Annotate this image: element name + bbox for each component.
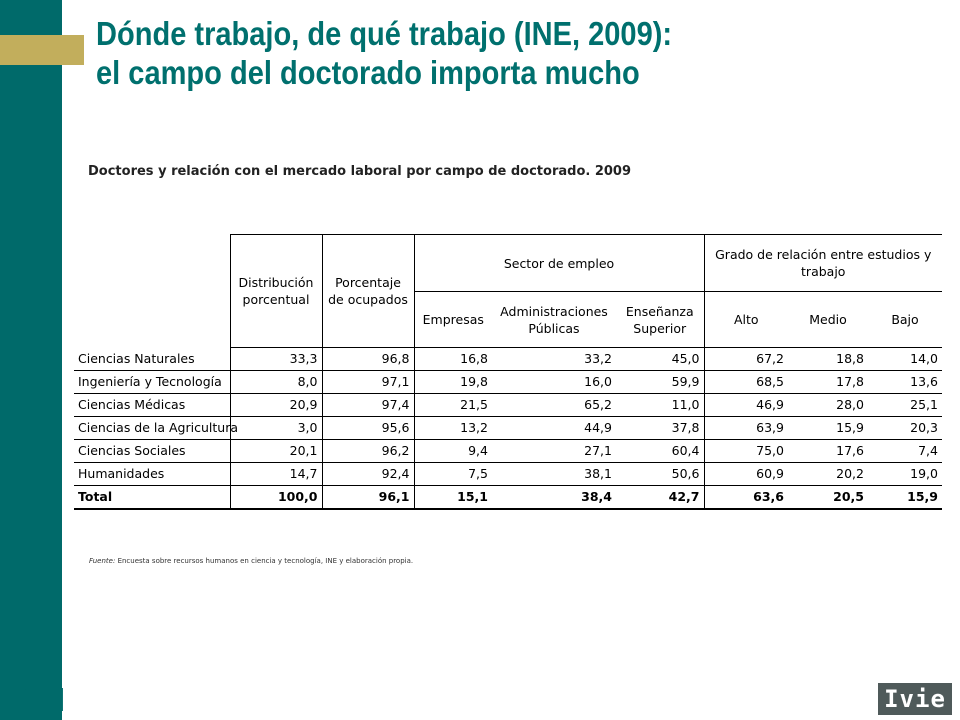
table-cell: 63,6 <box>704 486 788 510</box>
table-cell: 44,9 <box>492 417 616 440</box>
table-row <box>74 417 942 440</box>
table-cell: 16,0 <box>492 371 616 394</box>
table-cell: 17,6 <box>788 440 868 463</box>
header-sector: Sector de empleo <box>414 235 704 292</box>
table-cell: 60,9 <box>704 463 788 486</box>
table-cell: 18,8 <box>788 348 868 371</box>
table-cell: 15,9 <box>868 486 942 510</box>
table-row <box>74 440 942 463</box>
row-label: Ciencias de la Agricultura <box>74 417 230 440</box>
table-cell: 13,6 <box>868 371 942 394</box>
slide-title <box>96 14 835 92</box>
table-cell: 20,9 <box>230 394 322 417</box>
header-distribucion: Distribución porcentual <box>230 235 322 348</box>
table-row <box>74 348 942 371</box>
table-cell: 28,0 <box>788 394 868 417</box>
table-cell: 95,6 <box>322 417 414 440</box>
table-caption: Doctores y relación con el mercado laboral por campo de doctorado. 2009 <box>88 164 632 179</box>
row-label: Humanidades <box>74 463 230 486</box>
table-cell: 33,3 <box>230 348 322 371</box>
table-cell: 16,8 <box>414 348 492 371</box>
gold-accent-bar <box>0 35 84 65</box>
table-cell: 65,2 <box>492 394 616 417</box>
table-cell: 50,6 <box>616 463 704 486</box>
header-empresas: Empresas <box>414 292 492 348</box>
source-label: Fuente: <box>89 557 116 565</box>
table-row <box>74 371 942 394</box>
table-cell: 25,1 <box>868 394 942 417</box>
table-total-row <box>74 486 942 510</box>
source-note <box>89 557 413 565</box>
table-cell: 42,7 <box>616 486 704 510</box>
table-cell: 67,2 <box>704 348 788 371</box>
page-number: [ 14 ] <box>6 684 65 712</box>
table-cell: 7,5 <box>414 463 492 486</box>
table-cell: 27,1 <box>492 440 616 463</box>
header-ensenanza: Enseñanza Superior <box>616 292 704 348</box>
table-cell: 8,0 <box>230 371 322 394</box>
table-cell: 38,1 <box>492 463 616 486</box>
header-bajo: Bajo <box>868 292 942 348</box>
header-grado: Grado de relación entre estudios y trabajo <box>704 235 942 292</box>
table-cell: 37,8 <box>616 417 704 440</box>
title-line-1: Dónde trabajo, de qué trabajo (INE, 2009): <box>96 15 673 52</box>
table-cell: 15,1 <box>414 486 492 510</box>
ivie-logo: Ivie <box>878 683 952 715</box>
table-cell: 20,3 <box>868 417 942 440</box>
table-cell: 20,1 <box>230 440 322 463</box>
row-label: Ciencias Médicas <box>74 394 230 417</box>
title-line-2: el campo del doctorado importa mucho <box>96 54 640 91</box>
table-body <box>74 348 942 510</box>
table-cell: 75,0 <box>704 440 788 463</box>
left-sidebar-bar <box>0 0 65 720</box>
table-cell: 13,2 <box>414 417 492 440</box>
table-cell: 11,0 <box>616 394 704 417</box>
table-cell: 96,8 <box>322 348 414 371</box>
row-label: Ingeniería y Tecnología <box>74 371 230 394</box>
header-medio: Medio <box>788 292 868 348</box>
table-cell: 59,9 <box>616 371 704 394</box>
table-cell: 15,9 <box>788 417 868 440</box>
source-text: Encuesta sobre recursos humanos en ciencia y tecnología, INE y elaboración propia. <box>115 557 414 565</box>
table-cell: 14,7 <box>230 463 322 486</box>
table-cell: 92,4 <box>322 463 414 486</box>
table-cell: 100,0 <box>230 486 322 510</box>
doctorate-table <box>74 234 942 510</box>
table-cell: 3,0 <box>230 417 322 440</box>
row-label: Ciencias Naturales <box>74 348 230 371</box>
row-label: Ciencias Sociales <box>74 440 230 463</box>
row-label: Total <box>74 486 230 510</box>
table-cell: 20,2 <box>788 463 868 486</box>
header-corner <box>74 235 230 348</box>
table-cell: 97,4 <box>322 394 414 417</box>
table-cell: 63,9 <box>704 417 788 440</box>
table-cell: 33,2 <box>492 348 616 371</box>
table-cell: 68,5 <box>704 371 788 394</box>
header-administraciones: Administraciones Públicas <box>492 292 616 348</box>
table-cell: 17,8 <box>788 371 868 394</box>
table-cell: 20,5 <box>788 486 868 510</box>
table-row <box>74 463 942 486</box>
table-cell: 14,0 <box>868 348 942 371</box>
table-cell: 19,8 <box>414 371 492 394</box>
table-cell: 38,4 <box>492 486 616 510</box>
table-cell: 46,9 <box>704 394 788 417</box>
table-cell: 19,0 <box>868 463 942 486</box>
header-alto: Alto <box>704 292 788 348</box>
table-cell: 96,2 <box>322 440 414 463</box>
table-cell: 9,4 <box>414 440 492 463</box>
table-cell: 7,4 <box>868 440 942 463</box>
table-cell: 21,5 <box>414 394 492 417</box>
header-ocupados: Porcentaje de ocupados <box>322 235 414 348</box>
table-cell: 97,1 <box>322 371 414 394</box>
table-cell: 96,1 <box>322 486 414 510</box>
table-cell: 45,0 <box>616 348 704 371</box>
table-row <box>74 394 942 417</box>
table-cell: 60,4 <box>616 440 704 463</box>
